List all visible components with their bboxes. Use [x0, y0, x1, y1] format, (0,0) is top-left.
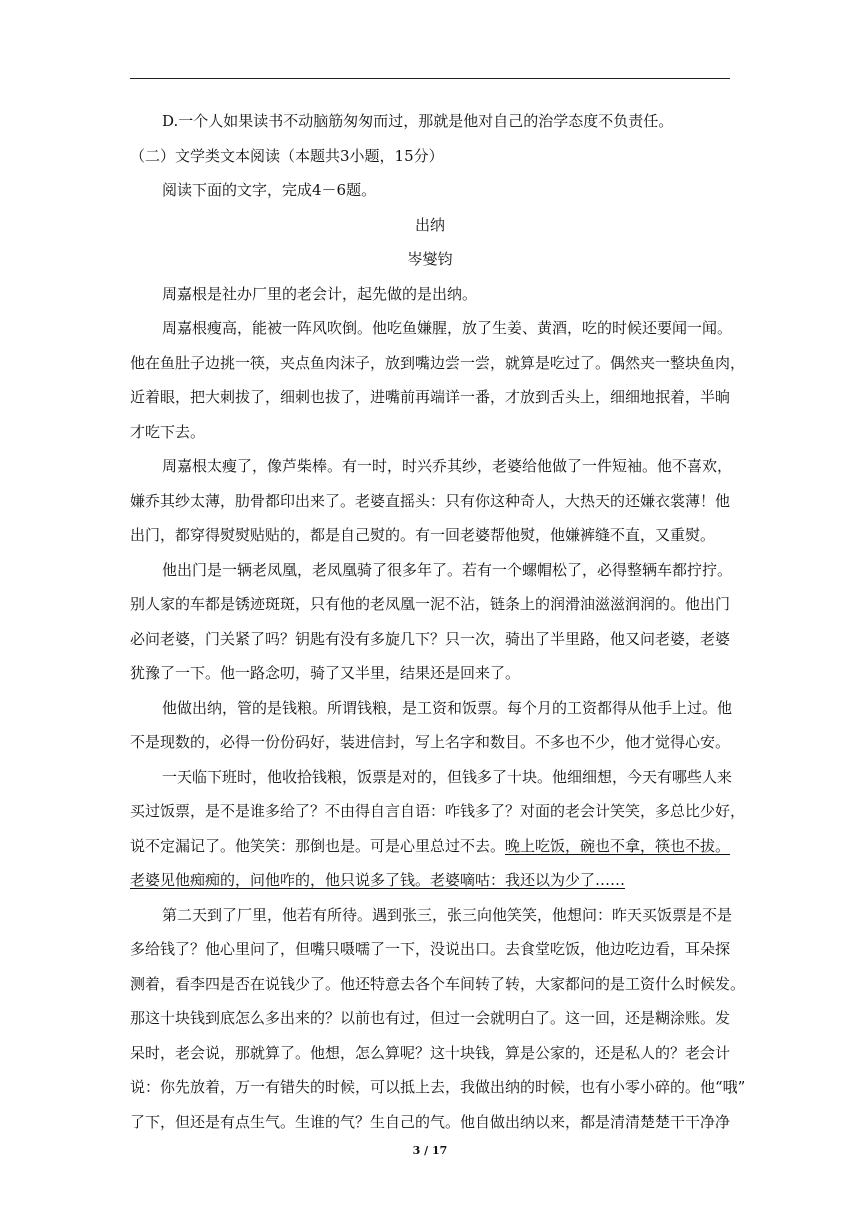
- paragraph-line: 他做出纳，管的是钱粮。所谓钱粮，是工资和饭票。每个月的工资都得从他手上过。他: [162, 698, 733, 717]
- plain-text: 说不定漏记了。他笑笑：那倒也是。可是心里总过不去。: [130, 836, 506, 855]
- paragraph-line: 必问老婆，门关紧了吗？钥匙有没有多旋几下？只一次，骑出了半里路，他又问老婆，老婆: [130, 629, 731, 648]
- header-rule: [130, 78, 730, 79]
- underlined-text: 晚上吃饭，碗也不拿，筷也不拔。: [505, 836, 731, 855]
- instruction: 阅读下面的文字，完成4－6题。: [162, 181, 377, 199]
- section-heading: （二）文学类文本阅读（本题共3小题，15分）: [130, 146, 444, 165]
- paragraph-line: 他出门是一辆老凤凰，老凤凰骑了很多年了。若有一个螺帽松了，必得整辆车都拧拧。: [162, 560, 733, 579]
- paragraph-line: [130, 829, 730, 864]
- story-title: 出纳: [414, 215, 445, 234]
- paragraph-line: 他在鱼肚子边挑一筷，夹点鱼肉沫子，放到嘴边尝一尝，就算是吃过了。偶然夹一整块鱼肉，: [130, 353, 746, 372]
- paragraph-line: 第二天到了厂里，他若有所待。遇到张三，张三向他笑笑，他想问：昨天买饭票是不是: [162, 905, 733, 924]
- paragraph-line: 呆时，老会说，那就算了。他想，怎么算呢？这十块钱，算是公家的，还是私人的？老会计: [130, 1043, 731, 1062]
- paragraph-6: [130, 760, 746, 898]
- paragraph-line: 出门，都穿得熨熨贴贴的，都是自己熨的。有一回老婆帮他熨，他嫌裤缝不直，又重熨。: [130, 526, 716, 544]
- paragraph-line: 测着，看李四是否在说钱少了。他还特意去各个车间转了转，大家都问的是工资什么时候发。: [130, 974, 746, 993]
- paragraph-2: [130, 311, 746, 449]
- paragraph-line: 那这十块钱到底怎么多出来的？以前也有过，但过一会就明白了。这一回，还是糊涂账。发: [130, 1009, 731, 1027]
- author: 岑燮钧: [407, 250, 453, 268]
- paragraph-4: [130, 553, 733, 691]
- underlined-text: 老婆见他痴痴的，问他咋的，他只说多了钱。老婆嘀咕：我还以为少了……: [130, 871, 626, 889]
- paragraph-line: 一天临下班时，他收拾钱粮，饭票是对的，但钱多了十块。他细细想，今天有哪些人来: [162, 767, 733, 786]
- paragraph-7: [130, 898, 746, 1140]
- paragraph-5: [130, 691, 733, 760]
- paragraph-line: 周嘉根瘦高，能被一阵风吹倒。他吃鱼嫌腥，放了生姜、黄酒，吃的时候还要闻一闻。: [162, 319, 733, 337]
- paragraph-line: 别人家的车都是锈迹斑斑，只有他的老凤凰一泥不沾，链条上的润滑油滋滋润润的。他出门: [130, 595, 731, 613]
- paragraph-line: 犹豫了一下。他一路念叨，骑了又半里，结果还是回来了。: [130, 664, 521, 682]
- paragraph-line: 嫌乔其纱太薄，肋骨都印出来了。老婆直摇头：只有你这种奇人，大热天的还嫌衣裳薄！他: [130, 491, 731, 510]
- paragraph-3: [130, 449, 733, 553]
- paragraph-line: 周嘉根太瘦了，像芦柴棒。有一时，时兴乔其纱，老婆给他做了一件短袖。他不喜欢，: [162, 457, 733, 475]
- paragraph-line: 了下，但还是有点生气。生谁的气？生自己的气。他自做出纳以来，都是清清楚楚干干净净: [130, 1112, 731, 1131]
- document-body: [130, 104, 746, 1139]
- paragraph-line: [130, 863, 730, 898]
- paragraph-line: 才吃下去。: [130, 422, 206, 441]
- page-number: 3 / 17: [412, 1144, 448, 1157]
- paragraph-line: 多给钱了？他心里问了，但嘴只嗫嚅了一下，没说出口。去食堂吃饭，他边吃边看，耳朵探: [130, 940, 731, 958]
- paragraph-line: 说：你先放着，万一有错失的时候，可以抵上去，我做出纳的时候，也有小零小碎的。他“哦”: [130, 1078, 746, 1096]
- paragraph-line: 近着眼，把大刺拔了，细刺也拔了，进嘴前再端详一番，才放到舌头上，细细地抿着，半晌: [130, 388, 731, 406]
- paragraph-line: 不是现数的，必得一份份码好，装进信封，写上名字和数目。不多也不少，他才觉得心安。: [130, 733, 731, 751]
- paragraph-1: 周嘉根是社办厂里的老会计，起先做的是出纳。: [162, 284, 478, 303]
- paragraph-line: 买过饭票，是不是谁多给了？不由得自言自语：咋钱多了？对面的老会计笑笑，多总比少好，: [130, 802, 746, 820]
- option-d: D.一个人如果读书不动脑筋匆匆而过，那就是他对自己的治学态度不负责任。: [162, 112, 674, 130]
